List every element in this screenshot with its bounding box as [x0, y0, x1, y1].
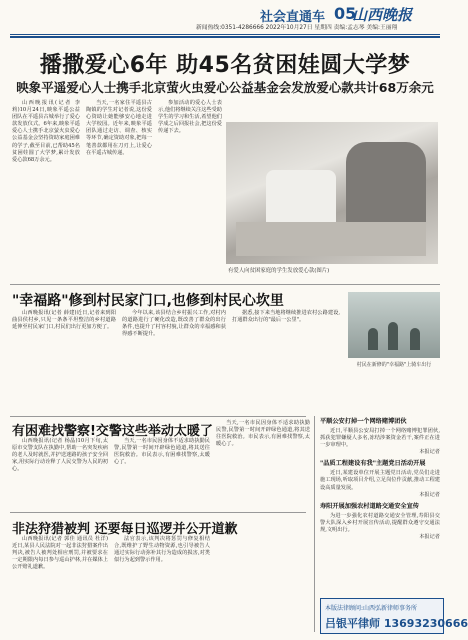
- page-header: [0, 0, 450, 34]
- brief-body: 近日,平顺县公安局打掉一个网络赌博犯罪团伙,抓获犯罪嫌疑人多名,冻结涉案资金若干,案件正在进一步审理中。: [320, 428, 440, 449]
- brief-title: 平顺公安打掉一个网络赌博团伙: [320, 418, 407, 425]
- story4-paragraph: 山西晚报讯(记者 郭佳 通讯员 杜洋)近日,某县人民法院对一起非法狩猎案作出判决,被告人被判处相应刑罚,并被要求在一定期限内每日参与巡山护林,并在媒体上公开赔礼道歉。: [12, 536, 108, 571]
- brief-signature: 本报记者: [419, 534, 440, 541]
- brief-body: 为进一步强化农村道路交通安全管理,寿阳县交警大队深入乡村开展宣传活动,提醒群众遵守交通法规,文明出行。: [320, 512, 440, 533]
- brief-signature: 本报记者: [419, 491, 440, 498]
- story3-paragraph: 当天,一名市民因身体不适求助执勤民警,民警第一时间开辟绿色通道,将其送往医院救治。市民表示,有困难找警察,太暖心了。: [114, 438, 210, 466]
- lead-headline: 播撒爱心6年 助45名贫困娃圆大学梦: [39, 53, 411, 78]
- sidebar-briefs: [320, 418, 440, 596]
- sidebar-divider: [314, 416, 315, 632]
- lead-photo-caption: 有爱人向贫困家庭的学生发放爱心款(图片): [228, 268, 330, 274]
- header-rule-thick: [10, 36, 440, 38]
- page-number: 05: [334, 4, 357, 23]
- brief-signature: 本报记者: [419, 449, 440, 456]
- story2-column-1: [12, 310, 116, 414]
- brief-item: [320, 503, 440, 541]
- story3-headline: 有困难找警察!交警这些举动太暖了: [12, 424, 213, 439]
- story2-paragraph: 今年以来,该县结合乡村振兴工作,对村内的道路进行了硬化改造,既改善了群众的出行条件,也提升了村容村貌,让群众的幸福感和获得感不断提升。: [122, 310, 226, 338]
- brief-body: 近日,某建设单位开展主题党日活动,党员们走进施工现场,听取项目介绍,立足岗位作贡献,推动工程建设高质量发展。: [320, 470, 440, 491]
- lead-column-2: [86, 100, 152, 296]
- story4-column-2: [114, 536, 210, 632]
- lead-column-1: [12, 100, 80, 296]
- section-divider: [10, 284, 440, 285]
- lead-paragraph: 参加活动的爱心人士表示,他们将继续关注这些受助学生的学习和生活,希望他们学成之后回报社会,把这份爱传递下去。: [158, 100, 222, 135]
- story3-column-2: [114, 438, 210, 508]
- brief-title: 寿阳开展加强农村道路交通安全宣传: [320, 502, 419, 510]
- story3-paragraph: 当天,一名市民因身体不适求助执勤民警,民警第一时间开辟绿色通道,将其送往医院救治。市民表示,有困难找警察,太暖心了。: [216, 420, 310, 448]
- story4-paragraph: 法官表示,该判决将惩罚与修复相结合,既维护了野生动物资源,也引导被告人通过实际行动弥补其行为造成的损害,对类似行为起到警示作用。: [114, 536, 210, 564]
- brief-item: [320, 460, 440, 498]
- lead-paragraph: 山西晚报讯(记者 李莉)10月24日,映象平遥公益团队在平遥县古城举行了爱心款发放仪式。6年来,映象平遥爱心人士携手北京萤火虫爱心公益基金会坚持资助家庭困难的学子,截至目前,已帮助45名贫困娃圆了大学梦,累计发放爱心款68万余元。: [12, 100, 80, 163]
- story2-paragraph: 据悉,接下来当地将继续推进农村公路建设,打通群众出行的"最后一公里"。: [232, 310, 340, 324]
- story2-photo-caption: 村民在新修的"幸福路"上骑车出行: [356, 362, 432, 368]
- brief-item: [320, 418, 440, 456]
- story2-headline: "幸福路"修到村民家门口,也修到村民心坎里: [12, 293, 284, 309]
- story2-column-3: [232, 310, 340, 414]
- story3-column-3: [216, 420, 310, 632]
- story3-column-1: [12, 438, 108, 508]
- lead-paragraph: 当天,一名家住平遥县古陶镇的学生对记者说,这份爱心资助让她能够安心地走进大学校园。近年来,映象平遥团队通过走访、调查、核实等环节,确定资助对象,把每一笔善款都用在刀刃上,让爱心在平遥古城传递。: [86, 100, 152, 156]
- section-name: 社会直通车: [260, 10, 326, 25]
- lead-column-3: [158, 100, 222, 296]
- issue-meta: 新闻热线:0351-4286666 2022年10月27日 星期四 责编:孟志琴 美编:王丽翔: [196, 25, 398, 31]
- story2-paragraph: 山西晚报讯(记者 薛建)近日,记者来到阳曲县侯村乡,只见一条条平坦整洁的乡村道路延伸至村民家门口,村民们出行更加方便了。: [12, 310, 116, 331]
- lead-subheadline: 映象平遥爱心人士携手北京萤火虫爱心公益基金会发放爱心款共计68万余元: [16, 80, 434, 95]
- story4-headline: 非法狩猎被判 还要每日巡逻并公开道歉: [12, 522, 238, 537]
- story3-paragraph: 山西晚报讯(记者 杨晶)10月下旬,太原市交警支队在执勤中,帮助一名突发疾病的老人及时就医,并护送迷路的孩子安全回家,用实际行动诠释了人民交警为人民的初心。: [12, 438, 108, 473]
- story2-photo: [348, 292, 440, 358]
- header-rule: [10, 34, 440, 35]
- lead-photo: [226, 122, 438, 264]
- newspaper-logo: 山西晚报: [352, 6, 413, 24]
- story4-column-1: [12, 536, 108, 632]
- story2-column-2: [122, 310, 226, 414]
- ad-line-1: 本版法律顾问:山西弘新律师事务所: [325, 605, 418, 612]
- legal-advisor-ad: [320, 598, 468, 634]
- ad-line-2: 吕银平律师 13693230666: [325, 617, 468, 630]
- section-divider: [10, 416, 306, 417]
- brief-title: "品质工程建设有我"主题党日活动开展: [320, 460, 426, 468]
